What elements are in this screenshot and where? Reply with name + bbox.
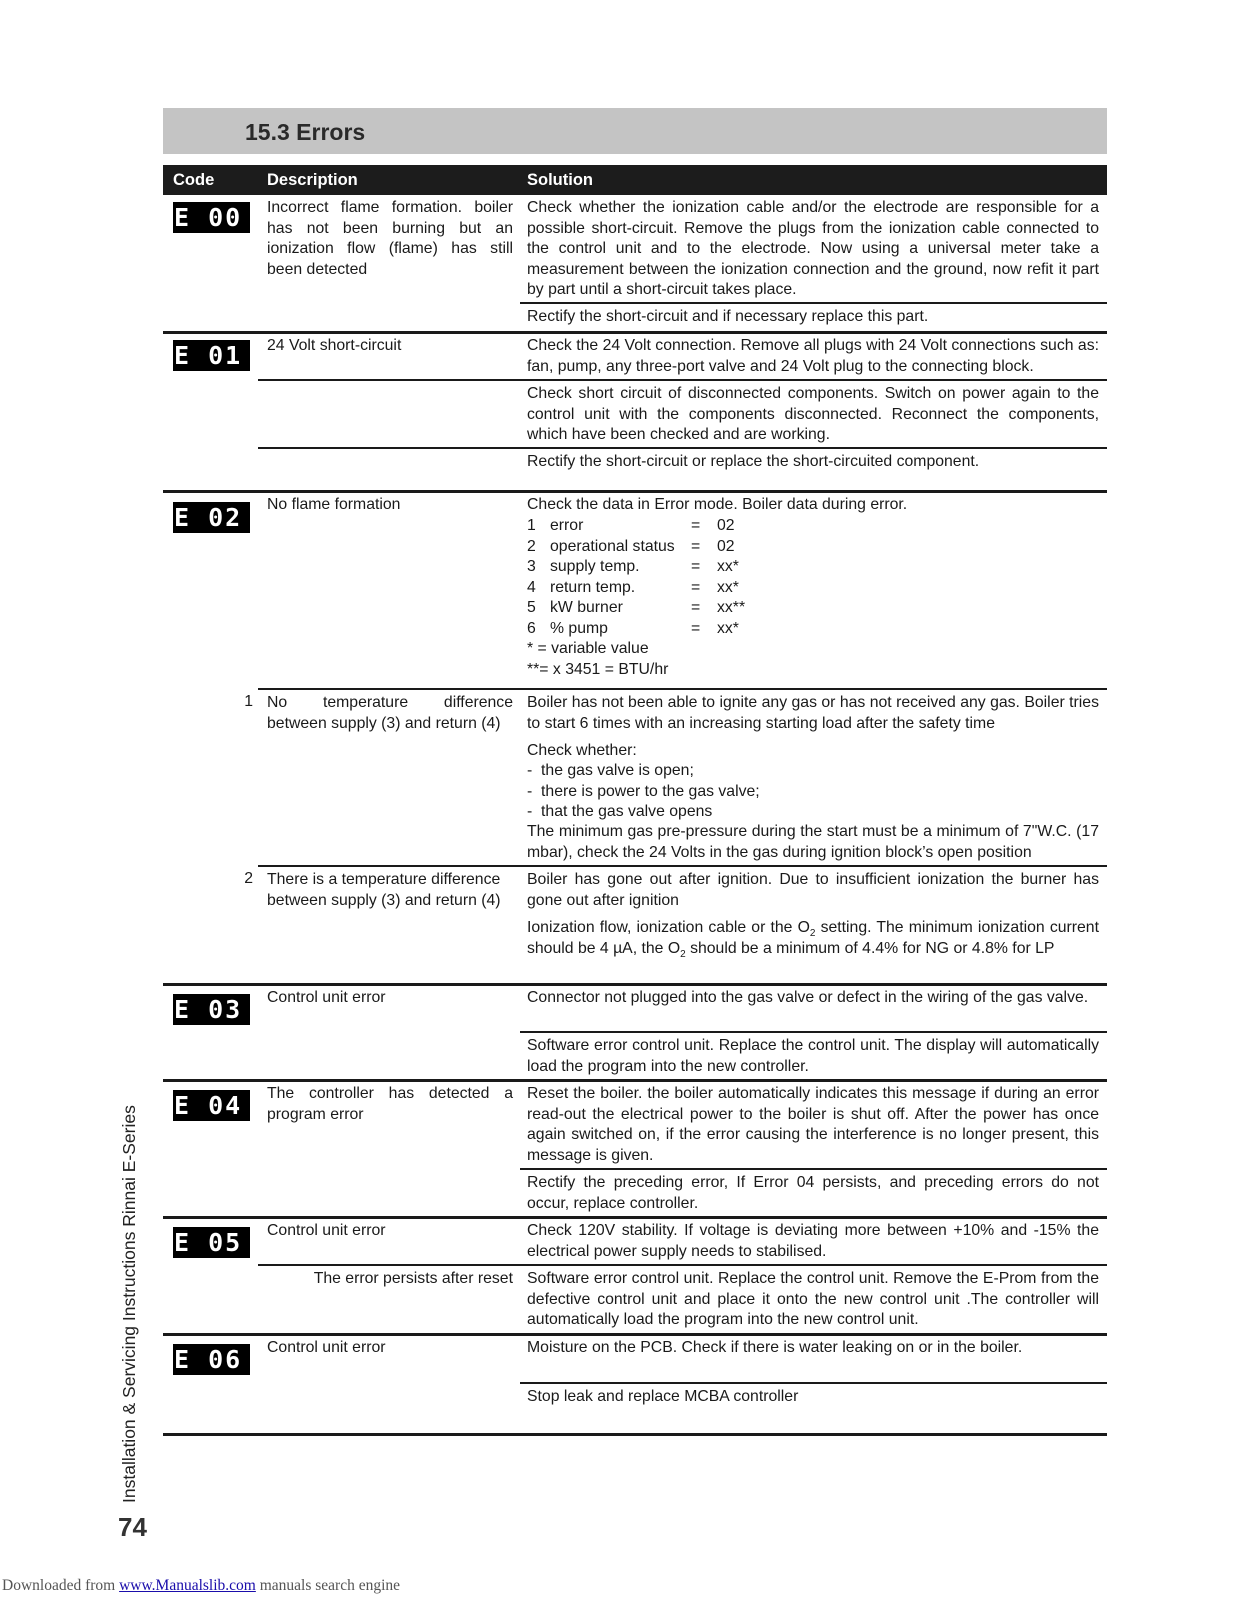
e05-description: Control unit error bbox=[267, 1222, 386, 1239]
e01-solution-1: Check the 24 Volt connection. Remove all plugs with 24 Volt connections such as: fan, pump, any three-port valve and 24 Volt plug to the connecting block. bbox=[527, 337, 1099, 375]
section-title-bar bbox=[163, 108, 1107, 154]
check-item: - there is power to the gas valve; bbox=[527, 783, 760, 800]
e04-solution-2: Rectify the preceding error, If Error 04 persists, and preceding errors do not occur, replace controller. bbox=[527, 1174, 1099, 1212]
divider bbox=[258, 447, 1107, 449]
data-row: 5 kW burner = xx** bbox=[527, 599, 746, 616]
check-item: - that the gas valve opens bbox=[527, 803, 713, 820]
e02-sub2-solution-1: Boiler has gone out after ignition. Due to insufficient ionization the burner has gone out after ignition bbox=[527, 871, 1099, 909]
row-divider bbox=[163, 331, 1107, 334]
footer-suffix: manuals search engine bbox=[255, 1577, 401, 1594]
page-number: 74 bbox=[118, 1512, 147, 1542]
error-code-e04: E 04 bbox=[173, 1090, 250, 1121]
e02-sub2-solution-2: Ionization flow, ionization cable or the $O_2$ setting. The minimum ionization current should be 4 µA, the $O_2$ should be a minimum of 4.4% for NG or 4.8% for LP bbox=[527, 919, 1099, 960]
divider bbox=[258, 688, 1107, 690]
error-code-e00: E 00 bbox=[173, 202, 250, 233]
divider bbox=[520, 1168, 1107, 1170]
footer-prefix: Downloaded from bbox=[2, 1577, 120, 1594]
error-code-e03: E 03 bbox=[173, 994, 250, 1025]
e02-sub1-check-title: Check whether: bbox=[527, 742, 637, 759]
row-divider bbox=[163, 1333, 1107, 1336]
error-code-e01: E 01 bbox=[173, 340, 250, 371]
e01-description: 24 Volt short-circuit bbox=[267, 337, 402, 354]
e03-solution-2: Software error control unit. Replace the control unit. The display will automatically load the program into the new controller. bbox=[527, 1037, 1099, 1075]
error-code-e02: E 02 bbox=[173, 502, 250, 533]
e02-sub1-check-note: The minimum gas pre-pressure during the start must be a minimum of 7"W.C. (17 mbar), check the 24 Volts in the gas during ignition block’s open position bbox=[527, 823, 1099, 861]
e04-solution-1: Reset the boiler. the boiler automatically indicates this message if during an error read-out the electrical power to the boiler is shut off. After the power has once again switched on, if the error causing the interference is no longer present, this message is given. bbox=[527, 1085, 1099, 1164]
divider bbox=[520, 302, 1107, 304]
row-divider bbox=[163, 983, 1107, 986]
table-bottom-line bbox=[163, 1433, 1107, 1436]
row-divider bbox=[163, 1079, 1107, 1082]
note-btu: **= x 3451 = BTU/hr bbox=[527, 660, 669, 678]
e04-description: The controller has detected a program error bbox=[267, 1085, 513, 1123]
note-variable: * = variable value bbox=[527, 640, 649, 657]
e06-solution-2: Stop leak and replace MCBA controller bbox=[527, 1388, 799, 1405]
row-divider bbox=[163, 1216, 1107, 1219]
divider bbox=[520, 1382, 1107, 1384]
e01-solution-2: Check short circuit of disconnected components. Switch on power again to the control unit with the components disconnected. Reconnect the components, which have been checked and are working. bbox=[527, 385, 1099, 443]
header-solution: Solution bbox=[527, 171, 593, 189]
e06-solution-1: Moisture on the PCB. Check if there is water leaking on or in the boiler. bbox=[527, 1339, 1023, 1356]
e02-sub2-number: 2 bbox=[244, 870, 253, 887]
e02-description: No flame formation bbox=[267, 496, 401, 513]
e02-sub1-solution-1: Boiler has not been able to ignite any gas or has not received any gas. Boiler tries to start 6 times with an increasing starting load after the safety time bbox=[527, 694, 1099, 732]
e02-solution-intro: Check the data in Error mode. Boiler data during error. bbox=[527, 496, 908, 513]
e00-description: Incorrect flame formation. boiler has not been burning but an ionization flow (flame) has still been detected bbox=[267, 199, 513, 278]
e06-description: Control unit error bbox=[267, 1339, 386, 1356]
data-row: 1 error = 02 bbox=[527, 517, 735, 534]
data-row: 4 return temp. = xx* bbox=[527, 578, 739, 596]
footer bbox=[2, 1577, 400, 1595]
e03-solution-1: Connector not plugged into the gas valve or defect in the wiring of the gas valve. bbox=[527, 989, 1089, 1006]
data-row: 6 % pump = xx* bbox=[527, 619, 739, 637]
divider bbox=[258, 379, 1107, 381]
data-row: 3 supply temp. = xx* bbox=[527, 558, 739, 575]
e02-data-list bbox=[527, 516, 746, 680]
section-title: 15.3 Errors bbox=[245, 119, 366, 145]
e05-description-2: The error persists after reset bbox=[313, 1270, 513, 1287]
error-code-e05: E 05 bbox=[173, 1227, 250, 1258]
divider bbox=[520, 1031, 1107, 1033]
error-code-e06: E 06 bbox=[173, 1344, 250, 1375]
data-row: 2 operational status = 02 bbox=[527, 537, 735, 555]
e05-solution-2: Software error control unit. Replace the control unit. Remove the E-Prom from the defective control unit and place it onto the new control unit .The controller will automatically load the program into the new control unit. bbox=[527, 1270, 1099, 1328]
row-divider bbox=[163, 490, 1107, 493]
e02-sub2-description: There is a temperature difference between supply (3) and return (4) bbox=[267, 871, 501, 909]
header-description: Description bbox=[267, 171, 358, 189]
table-header bbox=[163, 165, 1107, 195]
e00-solution-2: Rectify the short-circuit and if necessary replace this part. bbox=[527, 308, 929, 325]
e03-description: Control unit error bbox=[267, 989, 386, 1006]
e05-solution-1: Check 120V stability. If voltage is deviating more between +10% and -15% the electrical power supply needs to stabilised. bbox=[527, 1222, 1099, 1260]
e02-sub1-number: 1 bbox=[244, 693, 253, 710]
check-item: - the gas valve is open; bbox=[527, 762, 694, 779]
e00-solution-1: Check whether the ionization cable and/or the electrode are responsible for a possible short-circuit. Remove the plugs from the ionization cable connected to the control unit and to the electrode. Now using a universal meter take a measurement between the ionization connection and the ground, now refit it part by part until a short-circuit takes place. bbox=[527, 199, 1099, 298]
divider bbox=[258, 1264, 1107, 1266]
sidebar-document-title: Installation & Servicing Instructions Rinnai E-Series bbox=[119, 1105, 139, 1503]
e01-solution-3: Rectify the short-circuit or replace the short-circuited component. bbox=[527, 453, 980, 470]
header-code: Code bbox=[173, 171, 215, 189]
e02-sub1-description: No temperature difference between supply (3) and return (4) bbox=[267, 694, 513, 732]
footer-link[interactable]: www.Manualslib.com bbox=[119, 1577, 256, 1594]
divider bbox=[258, 865, 1107, 867]
